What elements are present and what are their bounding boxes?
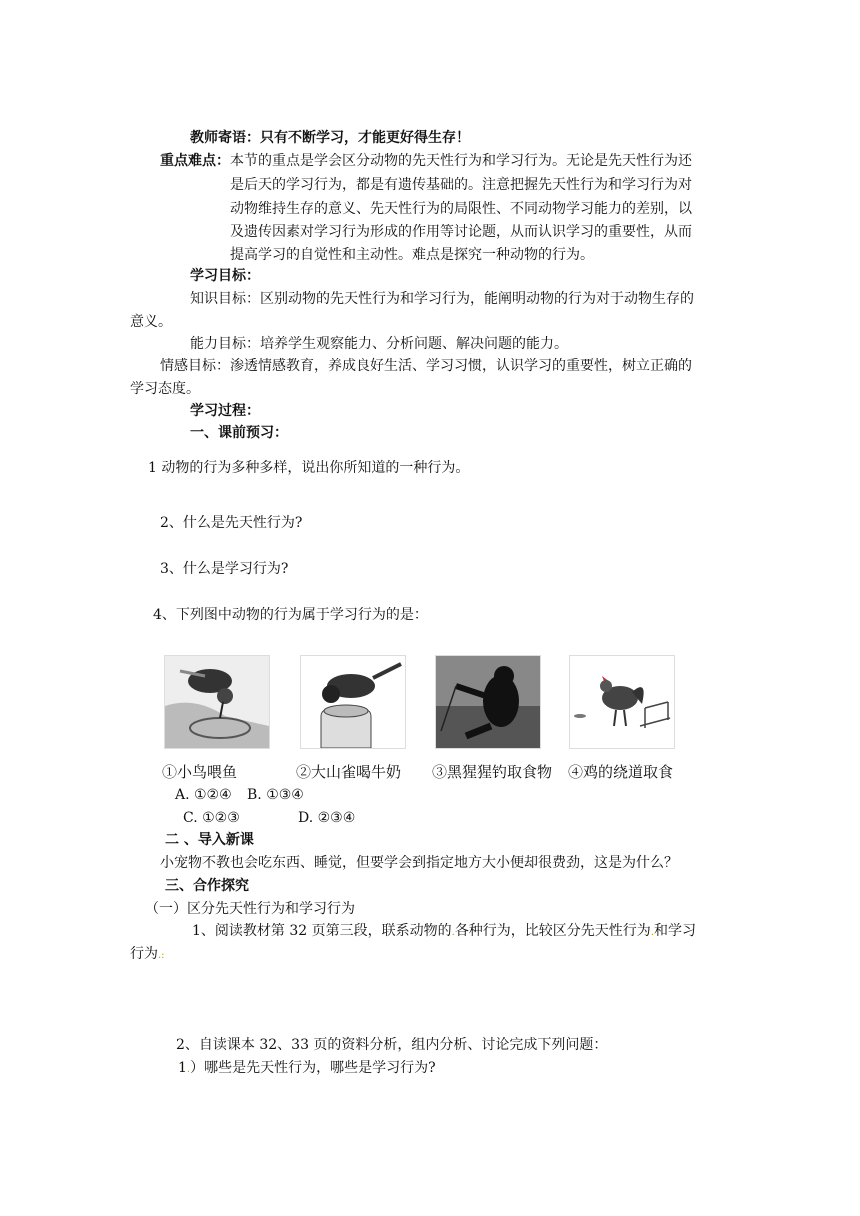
question-1: 1 动物的行为多种多样，说出你所知道的一种行为。 [148, 460, 470, 476]
section-preview-heading: 一、课前预习： [190, 425, 288, 441]
task-1-part-c: 和学习 [654, 923, 696, 939]
emotion-goal-line-1: 情感目标：渗透情感教育，养成良好生活、学习习惯，认识学习的重要性，树立正确的 [160, 358, 692, 374]
question-3: 3、什么是学习行为? [160, 561, 289, 577]
task-2-question-1-text: ）哪些是先天性行为，哪些是学习行为? [190, 1060, 436, 1076]
option-b: B. ①③④ [247, 787, 304, 803]
task-1-part-a: 1、阅读教材第 32 页第三段，联系动物的 [192, 923, 452, 939]
key-difficulty-line-2: 是后天的学习行为，都是有遗传基础的。注意把握先天性行为和学习行为对 [230, 177, 692, 193]
tit-drinking-milk-image [300, 655, 406, 749]
edit-mark: . [451, 927, 455, 938]
section-intro-heading: 二 、导入新课 [165, 832, 254, 848]
option-c: C. ①②③ [183, 810, 240, 826]
question-2: 2、什么是先天性行为? [160, 515, 303, 531]
bird-feeding-fish-image [164, 655, 270, 749]
task-2-question-1-number: 1 [178, 1060, 187, 1076]
option-d: D. ②③④ [298, 810, 356, 826]
task-1-part-b: 各种行为，比较区分先天性行为 [454, 923, 651, 939]
task-2: 2、自读课本 32、33 页的资料分析，组内分析、讨论完成下列问题： [176, 1037, 608, 1053]
option-a: A. ①②④ [175, 787, 232, 803]
edit-mark: . [186, 1064, 191, 1075]
ability-goal: 能力目标：培养学生观察能力、分析问题、解决问题的能力。 [190, 336, 568, 352]
caption-2: ②大山雀喝牛奶 [296, 763, 402, 781]
subsection-1-heading: （一）区分先天性行为和学习行为 [145, 901, 355, 917]
key-difficulty-line-4: 及遗传因素对学习行为形成的作用等讨论题，从而认识学习的重要性，从而 [230, 224, 692, 240]
key-difficulty-line-1: 本节的重点是学会区分动物的先天性行为和学习行为。无论是先天性行为还 [230, 153, 692, 169]
task-1-line-1 [192, 921, 696, 943]
task-2-question-1 [178, 1058, 436, 1080]
knowledge-goal-line-1: 知识目标：区别动物的先天性行为和学习行为，能阐明动物的行为对于动物生存的 [190, 291, 694, 307]
knowledge-goal-line-2: 意义。 [130, 314, 172, 330]
key-difficulty-label: 重点难点： [160, 153, 230, 169]
chimp-fishing-food-image [435, 655, 541, 749]
goals-heading: 学习目标： [190, 268, 260, 284]
question-4: 4、下列图中动物的行为属于学习行为的是： [153, 607, 428, 623]
section-explore-heading: 三、合作探究 [165, 878, 249, 894]
caption-4: ④鸡的绕道取食 [568, 763, 674, 781]
edit-mark: . [650, 927, 654, 938]
edit-mark: .: [158, 950, 165, 961]
caption-1: ①小鸟喂鱼 [162, 763, 238, 781]
intro-text: 小宠物不教也会吃东西、睡觉，但要学会到指定地方大小便却很费劲，这是为什么？ [160, 855, 678, 871]
key-difficulty-line-3: 动物维持生存的意义、先天性行为的局限性、不同动物学习能力的差别，以 [230, 201, 692, 217]
task-1-line-2 [130, 944, 165, 966]
motto: 教师寄语：只有不断学习，才能更好得生存！ [190, 130, 470, 146]
emotion-goal-line-2: 学习态度。 [130, 381, 200, 397]
task-1-part-d: 行为 [130, 946, 158, 962]
process-heading: 学习过程： [190, 403, 260, 419]
caption-3: ③黑猩猩钓取食物 [432, 763, 553, 781]
rooster-detour-image [569, 655, 675, 749]
key-difficulty-line-5: 提高学习的自觉性和主动性。难点是探究一种动物的行为。 [230, 247, 594, 263]
